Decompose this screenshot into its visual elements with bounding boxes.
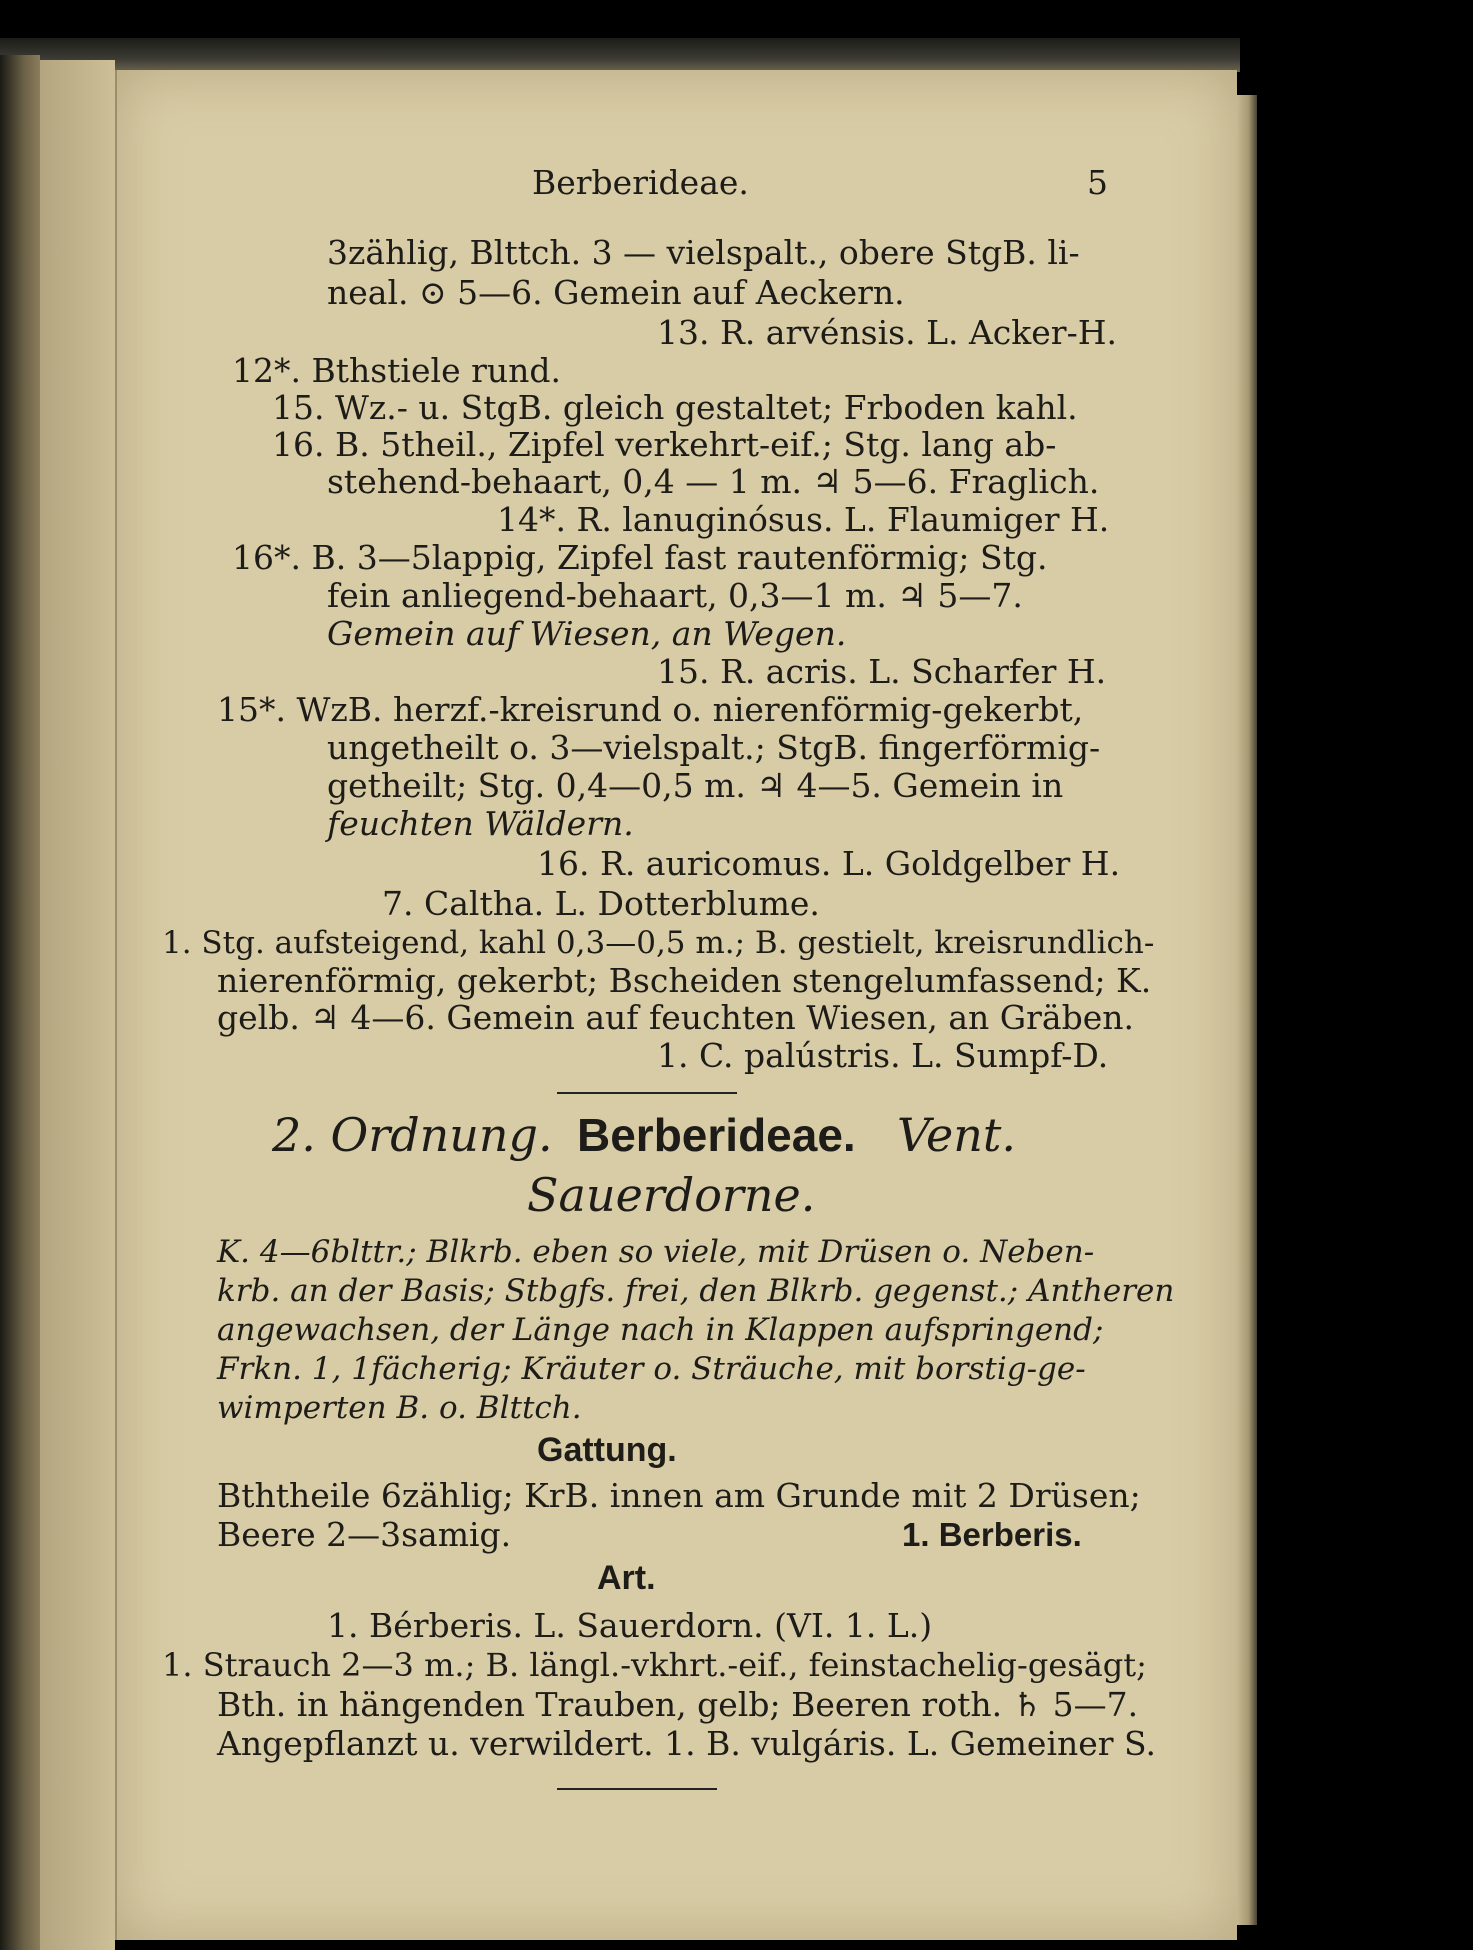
text-line: getheilt; Stg. 0,4—0,5 m. ♃ 4—5. Gemein in — [327, 766, 1064, 805]
gattung-heading: Gattung. — [537, 1431, 677, 1469]
text-line: neal. ⊙ 5—6. Gemein auf Aeckern. — [327, 273, 905, 312]
order-common-name: Sauerdorne. — [527, 1168, 816, 1222]
description-line: angewachsen, der Länge nach in Klappen aufspringend; — [217, 1312, 1104, 1348]
species-line: 15. R. acris. L. Scharfer H. — [657, 652, 1107, 691]
genus-line: 7. Caltha. L. Dotterblume. — [382, 884, 820, 923]
text-line: ungetheilt o. 3—vielspalt.; StgB. fingerförmig- — [327, 728, 1101, 767]
order-author: Vent. — [897, 1108, 1016, 1162]
gattung-genus: 1. Berberis. — [902, 1516, 1082, 1553]
art-line: Bth. in hängenden Trauben, gelb; Beeren roth. ♄ 5—7. — [217, 1685, 1139, 1724]
left-page-margin — [40, 60, 115, 1950]
species-line: 1. C. palústris. L. Sumpf-D. — [657, 1036, 1109, 1075]
gattung-line: Beere 2—3samig. — [217, 1515, 512, 1554]
running-header: Berberideae. — [532, 163, 749, 202]
description-line: krb. an der Basis; Stbgfs. frei, den Blkrb. gegenst.; Antheren — [217, 1273, 1175, 1309]
art-heading: Art. — [597, 1559, 656, 1597]
description-line: wimperten B. o. Blttch. — [217, 1390, 582, 1426]
order-name: Berberideae. — [577, 1109, 856, 1161]
text-line: gelb. ♃ 4—6. Gemein auf feuchten Wiesen, an Gräben. — [217, 998, 1135, 1037]
text-line: stehend-behaart, 0,4 — 1 m. ♃ 5—6. Fraglich. — [327, 462, 1100, 501]
text-line: 1. Stg. aufsteigend, kahl 0,3—0,5 m.; B. gestielt, kreisrundlich- — [162, 925, 1155, 961]
text-line: 16. B. 5theil., Zipfel verkehrt-eif.; Stg. lang ab- — [272, 425, 1057, 464]
page-edge — [1235, 95, 1257, 1925]
text-line: Gemein auf Wiesen, an Wegen. — [327, 614, 847, 653]
page — [115, 70, 1237, 1940]
art-line: 1. Strauch 2—3 m.; B. längl.-vkhrt.-eif., feinstachelig-gesägt; — [162, 1646, 1147, 1684]
text-line: 15*. WzB. herzf.-kreisrund o. nierenförmig-gekerbt, — [217, 690, 1084, 729]
description-line: Frkn. 1, 1fächerig; Kräuter o. Sträuche, mit borstig-ge- — [217, 1351, 1086, 1387]
text-line: 12*. Bthstiele rund. — [232, 351, 561, 390]
page-number: 5 — [1087, 163, 1108, 202]
divider-rule — [557, 1788, 717, 1790]
art-line: 1. Bérberis. L. Sauerdorn. (VI. 1. L.) — [327, 1606, 933, 1645]
art-line: Angepflanzt u. verwildert. 1. B. vulgáris. L. Gemeiner S. — [217, 1724, 1156, 1763]
gattung-line: Bththeile 6zählig; KrB. innen am Grunde mit 2 Drüsen; — [217, 1476, 1141, 1515]
text-line: feuchten Wäldern. — [327, 804, 634, 843]
species-line: 14*. R. lanuginósus. L. Flaumiger H. — [497, 500, 1110, 539]
text-line: 3zählig, Blttch. 3 — vielspalt., obere StgB. li- — [327, 233, 1080, 272]
species-line: 13. R. arvénsis. L. Acker-H. — [657, 313, 1118, 352]
text-line: nierenförmig, gekerbt; Bscheiden stengelumfassend; K. — [217, 961, 1152, 1000]
divider-rule — [557, 1092, 737, 1094]
text-line: 15. Wz.- u. StgB. gleich gestaltet; Frboden kahl. — [272, 388, 1078, 427]
order-prefix: 2. Ordnung. — [272, 1108, 553, 1162]
description-line: K. 4—6blttr.; Blkrb. eben so viele, mit Drüsen o. Neben- — [217, 1234, 1095, 1270]
book-spine — [0, 55, 40, 1950]
species-line: 16. R. auricomus. L. Goldgelber H. — [537, 844, 1121, 883]
book-top-edge — [0, 38, 1240, 72]
text-line: fein anliegend-behaart, 0,3—1 m. ♃ 5—7. — [327, 576, 1023, 615]
text-line: 16*. B. 3—5lappig, Zipfel fast rautenförmig; Stg. — [232, 538, 1048, 577]
